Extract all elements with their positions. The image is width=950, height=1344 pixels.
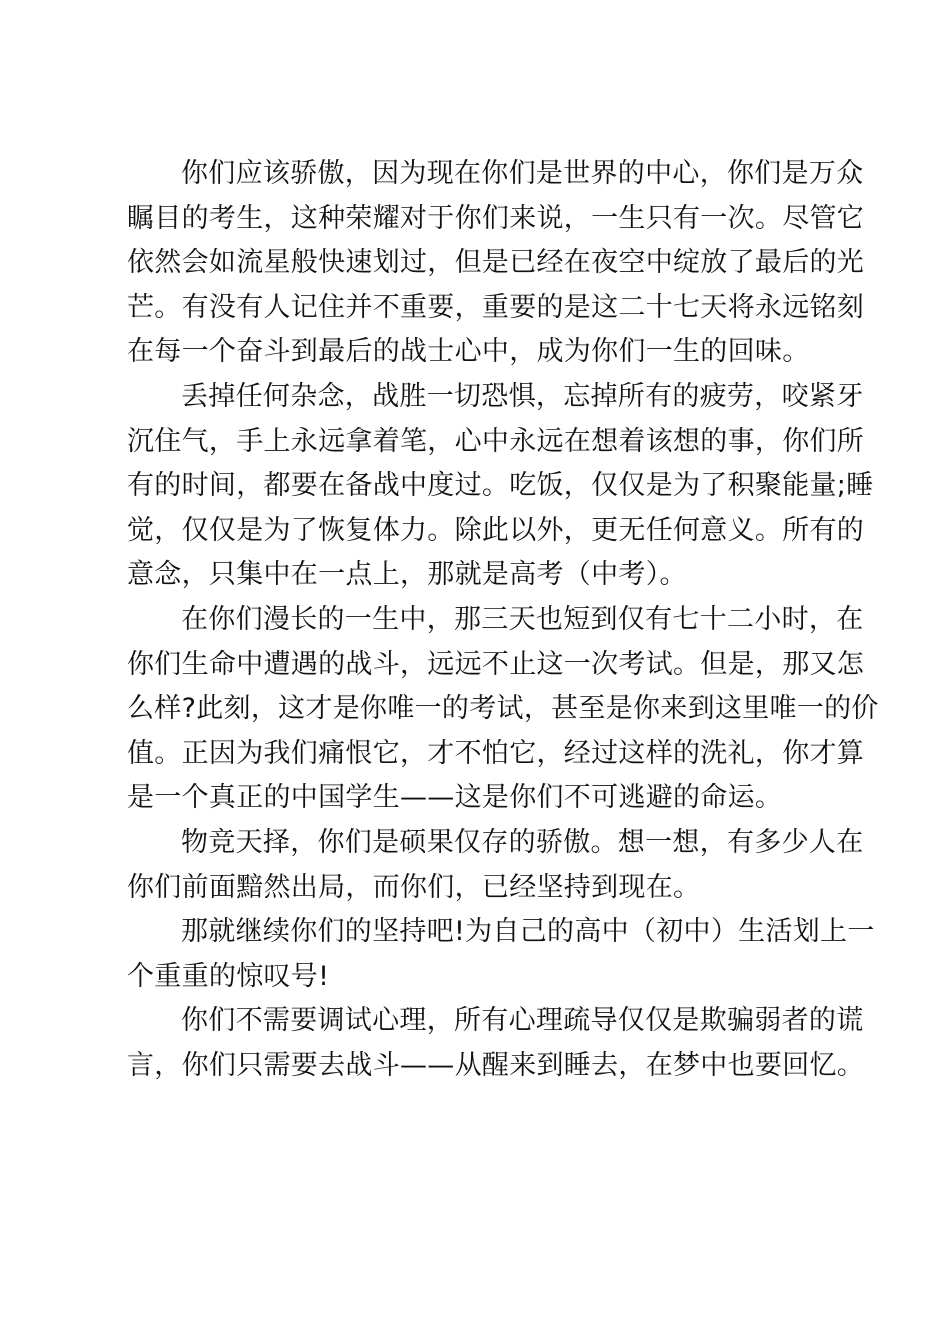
- text-line: 值。正因为我们痛恨它，才不怕它，经过这样的洗礼，你才算: [127, 737, 865, 769]
- text-line: 是一个真正的中国学生——这是你们不可逃避的命运。: [127, 782, 783, 814]
- text-line: 言，你们只需要去战斗——从醒来到睡去，在梦中也要回忆。: [127, 1049, 865, 1081]
- text-line: 那就继续你们的坚持吧!为自己的高中（初中）生活划上一: [181, 916, 875, 948]
- text-line: 瞩目的考生，这种荣耀对于你们来说，一生只有一次。尽管它: [127, 202, 865, 234]
- paragraph-3: [127, 598, 879, 821]
- paragraph-6: [127, 999, 865, 1088]
- text-line: 个重重的惊叹号!: [127, 960, 330, 992]
- text-line: 你们不需要调试心理，所有心理疏导仅仅是欺骗弱者的谎: [181, 1005, 864, 1037]
- text-line: 你们前面黯然出局，而你们，已经坚持到现在。: [127, 871, 701, 903]
- text-line: 在你们漫长的一生中，那三天也短到仅有七十二小时，在: [181, 603, 864, 635]
- text-line: 依然会如流星般快速划过，但是已经在夜空中绽放了最后的光: [127, 247, 865, 279]
- paragraph-2: [127, 375, 874, 598]
- text-line: 你们应该骄傲，因为现在你们是世界的中心，你们是万众: [181, 158, 864, 189]
- text-line: 觉，仅仅是为了恢复体力。除此以外，更无任何意义。所有的: [127, 514, 865, 546]
- paragraph-1: [127, 152, 865, 375]
- text-line: 沉住气，手上永远拿着笔，心中永远在想着该想的事，你们所: [127, 425, 865, 457]
- text-line: 芒。有没有人记住并不重要，重要的是这二十七天将永远铭刻: [127, 291, 865, 323]
- paragraph-5: [127, 910, 875, 999]
- document-page: [127, 152, 879, 1088]
- text-line: 有的时间，都要在备战中度过。吃饭，仅仅是为了积聚能量;睡: [127, 470, 874, 502]
- text-line: 在每一个奋斗到最后的战士心中，成为你们一生的回味。: [127, 336, 810, 368]
- text-line: 物竞天择，你们是硕果仅存的骄傲。想一想，有多少人在: [181, 826, 864, 858]
- text-line: 么样?此刻，这才是你唯一的考试，甚至是你来到这里唯一的价: [127, 693, 879, 725]
- text-line: 意念，只集中在一点上，那就是高考（中考）。: [127, 559, 687, 591]
- text-line: 你们生命中遭遇的战斗，远远不止这一次考试。但是，那又怎: [127, 648, 865, 680]
- text-line: 丢掉任何杂念，战胜一切恐惧，忘掉所有的疲劳，咬紧牙: [181, 380, 864, 412]
- paragraph-4: [127, 821, 864, 910]
